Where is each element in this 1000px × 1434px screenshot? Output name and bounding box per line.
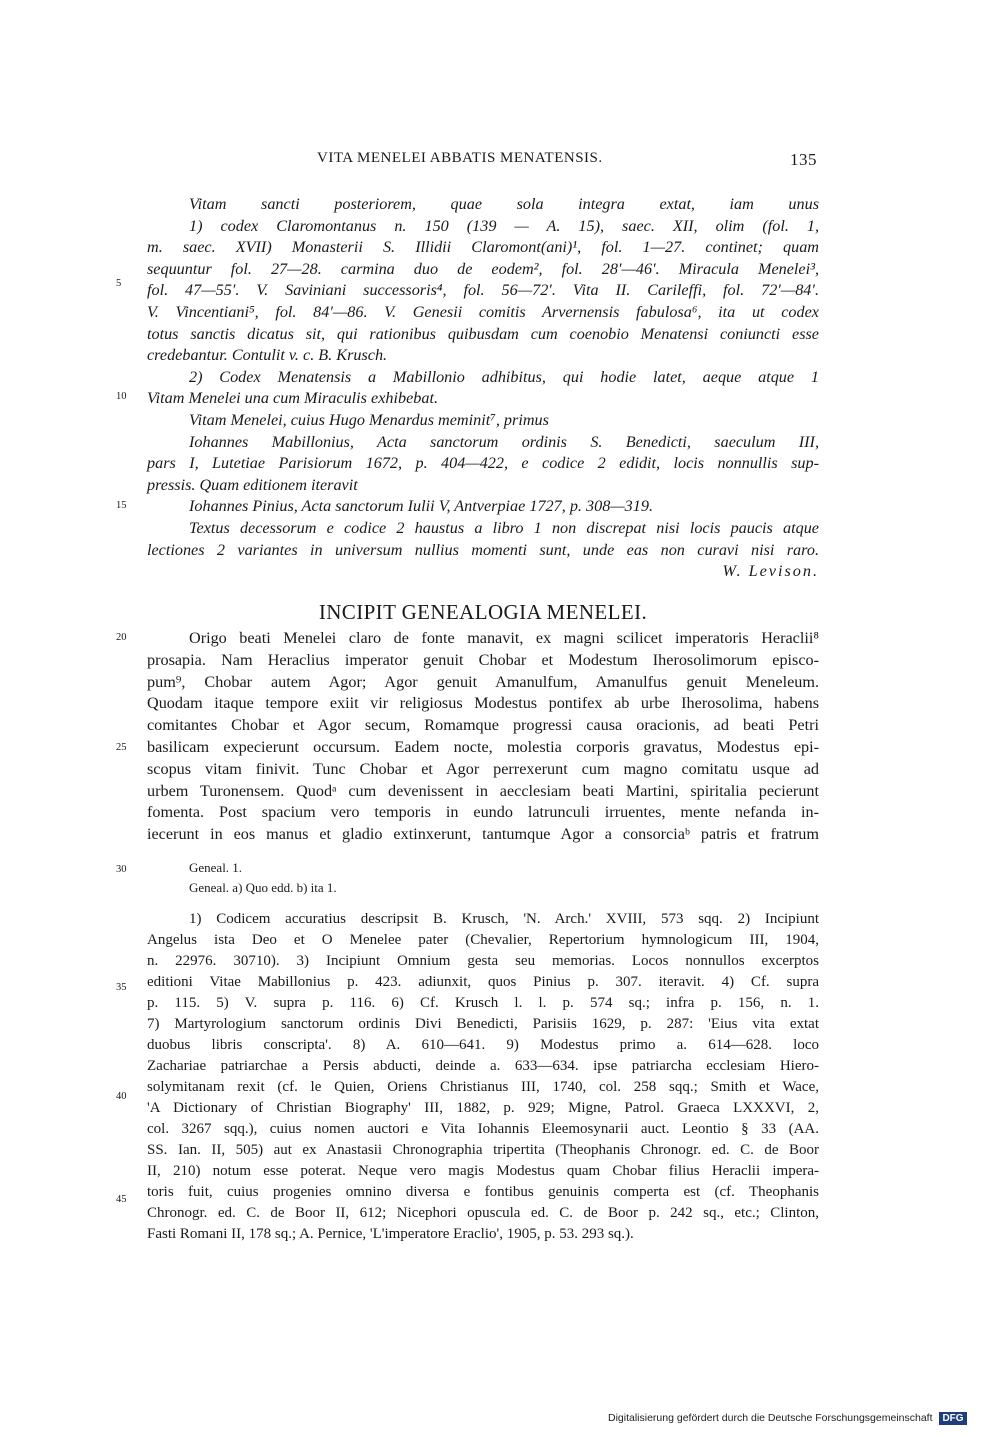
intro-line: Vitam sancti posteriorem, quae sola integra extat, iam unus: [189, 195, 819, 213]
intro-line: sequuntur fol. 27—28. carmina duo de eodem², fol. 28′—46′. Miracula Menelei³,: [147, 259, 819, 278]
line-number: 15: [116, 500, 127, 511]
intro-line: credebantur. Contulit v. c. B. Krusch.: [147, 346, 388, 365]
body-line: fomenta. Post spacium vero temporis in eundo latrunculi irruentes, mente nefanda in-: [147, 803, 819, 822]
line-number: 45: [116, 1194, 127, 1205]
apparatus-line: Geneal. a) Quo edd. b) ita 1.: [189, 880, 337, 895]
intro-line: fol. 47—55′. V. Saviniani successoris⁴, fol. 56—72′. Vita II. Carileffi, fol. 72′—84′.: [147, 281, 819, 300]
body-line: scopus vitam finivit. Tunc Chobar et Agor perrexerunt cum magno comitatu usque ad: [147, 759, 819, 778]
section-heading: INCIPIT GENEALOGIA MENELEI.: [318, 600, 648, 624]
footnote-line: col. 3267 sqq.), cuius nomen auctori e Vita Iohannis Eleemosynarii auct. Leontio § 33 (AA.: [147, 1121, 819, 1137]
footnote-line: Fasti Romani II, 178 sq.; A. Pernice, 'L'imperatore Eraclio', 1905, p. 53. 293 sq.).: [147, 1226, 634, 1242]
footnote-line: duobus libris conscripta'. 8) A. 610—641. 9) Modestus primo a. 614—628. loco: [147, 1037, 819, 1053]
apparatus-line: Geneal. 1.: [189, 860, 243, 875]
intro-line: totus sanctis dicatus sit, qui rationibus quibusdam cum coenobio Menatensi coniuncti esse: [147, 324, 819, 343]
intro-line: Vitam Menelei una cum Miraculis exhibebat.: [147, 389, 438, 408]
intro-line: 1) codex Claromontanus n. 150 (139 — A. 15), saec. XII, olim (fol. 1,: [189, 216, 819, 235]
body-line: Origo beati Menelei claro de fonte manavit, ex magni scilicet imperatoris Heraclii⁸: [189, 629, 819, 647]
credit-text: Digitalisierung gefördert durch die Deutsche Forschungsgemeinschaft: [608, 1412, 933, 1424]
page-number: 135: [790, 150, 817, 169]
line-number: 10: [116, 391, 127, 402]
body-line: iecerunt in eos manus et gladio extinxerunt, tantumque Agor a consorciaᵇ patris et fratrum: [147, 825, 819, 844]
line-number: 40: [116, 1091, 127, 1102]
intro-line: Textus decessorum e codice 2 haustus a libro 1 non discrepat nisi locis paucis atque: [189, 519, 819, 537]
line-number: 5: [116, 278, 122, 289]
digitization-credit: [608, 1412, 967, 1425]
body-line: basilicam expecierunt occursum. Eadem nocte, molestia corporis gravatus, Modestus epi-: [147, 738, 819, 756]
footnote-line: 1) Codicem accuratius descripsit B. Krusch, 'N. Arch.' XVIII, 573 sqq. 2) Incipiunt: [189, 911, 819, 927]
intro-line: pressis. Quam editionem iteravit: [147, 475, 358, 494]
intro-line: V. Vincentiani⁵, fol. 84′—86. V. Genesii comitis Arvernensis fabulosa⁶, ita ut codex: [147, 303, 819, 321]
footnote-line: Angelus ista Deo et O Menelee pater (Chevalier, Repertorium hymnologicum III, 1904,: [147, 932, 819, 948]
running-title: VITA MENELEI ABBATIS MENATENSIS.: [317, 150, 603, 166]
footnote-line: solymitanam rexit (cf. le Quien, Oriens Christianus III, 1740, col. 258 sqq.; Smith et Wace,: [147, 1079, 819, 1095]
intro-line: 2) Codex Menatensis a Mabillonio adhibitus, qui hodie latet, aeque atque 1: [189, 367, 819, 386]
intro-line: lectiones 2 variantes in universum nullius momenti sunt, unde eas non curavi nisi raro.: [147, 540, 819, 559]
intro-line: pars I, Lutetiae Parisiorum 1672, p. 404—422, e codice 2 edidit, locis nonnullis sup-: [147, 454, 819, 473]
body-line: Quodam itaque tempore exiit vir religiosus Modestus pontifex ab urbe Iherosolima, habens: [147, 694, 819, 713]
footnote-line: p. 115. 5) V. supra p. 116. 6) Cf. Krusch l. l. p. 574 sq.; infra p. 156, n. 1.: [147, 995, 819, 1011]
intro-line: Iohannes Pinius, Acta sanctorum Iulii V, Antverpiae 1727, p. 308—319.: [189, 497, 654, 516]
line-number: 35: [116, 982, 127, 993]
footnote-line: toris fuit, cuius progenies omnino diversa e fontibus genuinis comperta est (cf. Theophanis: [147, 1184, 819, 1200]
body-line: urbem Turonensem. Quodᵃ cum devenissent in aecclesiam beati Martini, spiritalia pecierunt: [147, 781, 819, 800]
footnote-line: Chronogr. ed. C. de Boor II, 612; Nicephori opuscula ed. C. de Boor p. 242 sq., etc.; Clinton,: [147, 1205, 819, 1221]
line-number: 30: [116, 864, 127, 875]
intro-line: Vitam Menelei, cuius Hugo Menardus meminit⁷, primus: [189, 411, 549, 429]
body-line: comitantes Chobar et Agor secum, Romamque progressi causa oracionis, ad beati Petri: [147, 716, 819, 735]
footnote-line: 'A Dictionary of Christian Biography' III, 1882, p. 929; Migne, Patrol. Graeca LXXXVI, 2,: [147, 1100, 819, 1116]
line-number: 25: [116, 742, 127, 753]
footnote-line: 7) Martyrologium sanctorum ordinis Divi Benedicti, Parisiis 1629, p. 287: 'Eius vita extat: [147, 1016, 819, 1032]
footnote-line: n. 22976. 30710). 3) Incipiunt Omnium gesta seu memorias. Locos nonnullos excerptos: [147, 953, 819, 969]
footnote-line: II, 210) notum esse poterat. Neque vero magis Modestus quam Chobar filius Heraclii impera-: [147, 1163, 819, 1179]
intro-line: Iohannes Mabillonius, Acta sanctorum ordinis S. Benedicti, saeculum III,: [189, 432, 819, 451]
footnote-line: SS. Ian. II, 505) aut ex Anastasii Chronographia tripertita (Theophanis Chronogr. ed. C. de Boor: [147, 1142, 819, 1158]
dfg-logo: DFG: [939, 1412, 966, 1425]
footnote-line: Zachariae patriarchae a Persis abducti, deinde a. 633—634. ipse patriarcha ecclesiam Hiero-: [147, 1058, 819, 1074]
body-line: prosapia. Nam Heraclius imperator genuit Chobar et Modestum Iherosolimorum episco-: [147, 650, 819, 669]
line-number: 20: [116, 632, 127, 643]
intro-line: W. Levison.: [722, 562, 819, 581]
footnote-line: editioni Vitae Mabillonius p. 423. adiunxit, quos Pinius p. 307. iteravit. 4) Cf. supra: [147, 974, 819, 990]
intro-line: m. saec. XVII) Monasterii S. Illidii Claromont(ani)¹, fol. 1—27. continet; quam: [147, 238, 819, 257]
body-line: pum⁹, Chobar autem Agor; Agor genuit Amanulfum, Amanulfus genuit Meneleum.: [147, 672, 819, 691]
